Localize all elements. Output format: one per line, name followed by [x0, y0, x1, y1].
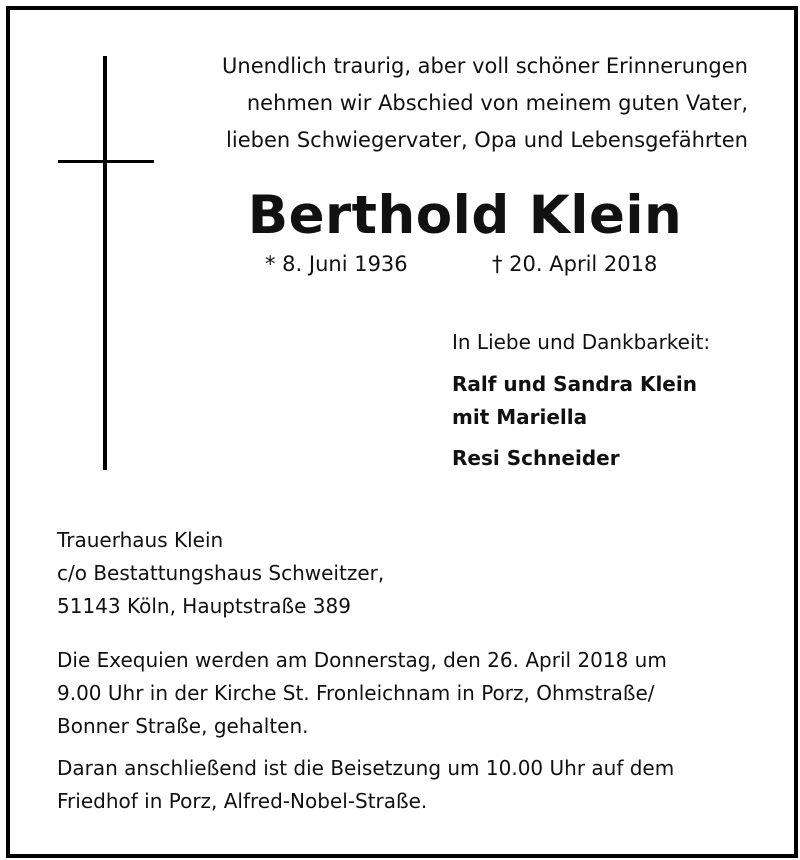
- intro-line: Unendlich traurig, aber voll schöner Erinnerungen: [222, 54, 748, 78]
- address-line: c/o Bestattungshaus Schweitzer,: [57, 561, 385, 585]
- mourner-name: mit Mariella: [452, 405, 588, 429]
- mourner-name: Ralf und Sandra Klein: [452, 372, 697, 396]
- birth-date: * 8. Juni 1936: [265, 252, 408, 276]
- deceased-name: Berthold Klein: [247, 185, 683, 246]
- mourner-name: Resi Schneider: [452, 446, 620, 470]
- intro-text: [170, 48, 748, 159]
- cross-icon-vertical-bar: [103, 56, 107, 470]
- burial-details: [57, 752, 674, 818]
- mourners-list: [452, 368, 697, 475]
- mourners-heading: In Liebe und Dankbarkeit:: [452, 330, 711, 354]
- service-details: [57, 644, 667, 743]
- service-line: Die Exequien werden am Donnerstag, den 26. April 2018 um: [57, 648, 667, 672]
- death-date: † 20. April 2018: [492, 252, 658, 276]
- obituary-notice: [6, 6, 798, 858]
- address-line: Trauerhaus Klein: [57, 528, 224, 552]
- intro-line: lieben Schwiegervater, Opa und Lebensgefährten: [226, 128, 748, 152]
- address-line: 51143 Köln, Hauptstraße 389: [57, 594, 351, 618]
- burial-line: Friedhof in Porz, Alfred-Nobel-Straße.: [57, 789, 428, 813]
- service-line: Bonner Straße, gehalten.: [57, 714, 309, 738]
- cross-icon-horizontal-bar: [58, 160, 154, 163]
- service-line: 9.00 Uhr in der Kirche St. Fronleichnam in Porz, Ohmstraße/: [57, 681, 655, 705]
- burial-line: Daran anschließend ist die Beisetzung um 10.00 Uhr auf dem: [57, 756, 675, 780]
- mourning-house-address: [57, 524, 384, 623]
- intro-line: nehmen wir Abschied von meinem guten Vater,: [246, 91, 748, 115]
